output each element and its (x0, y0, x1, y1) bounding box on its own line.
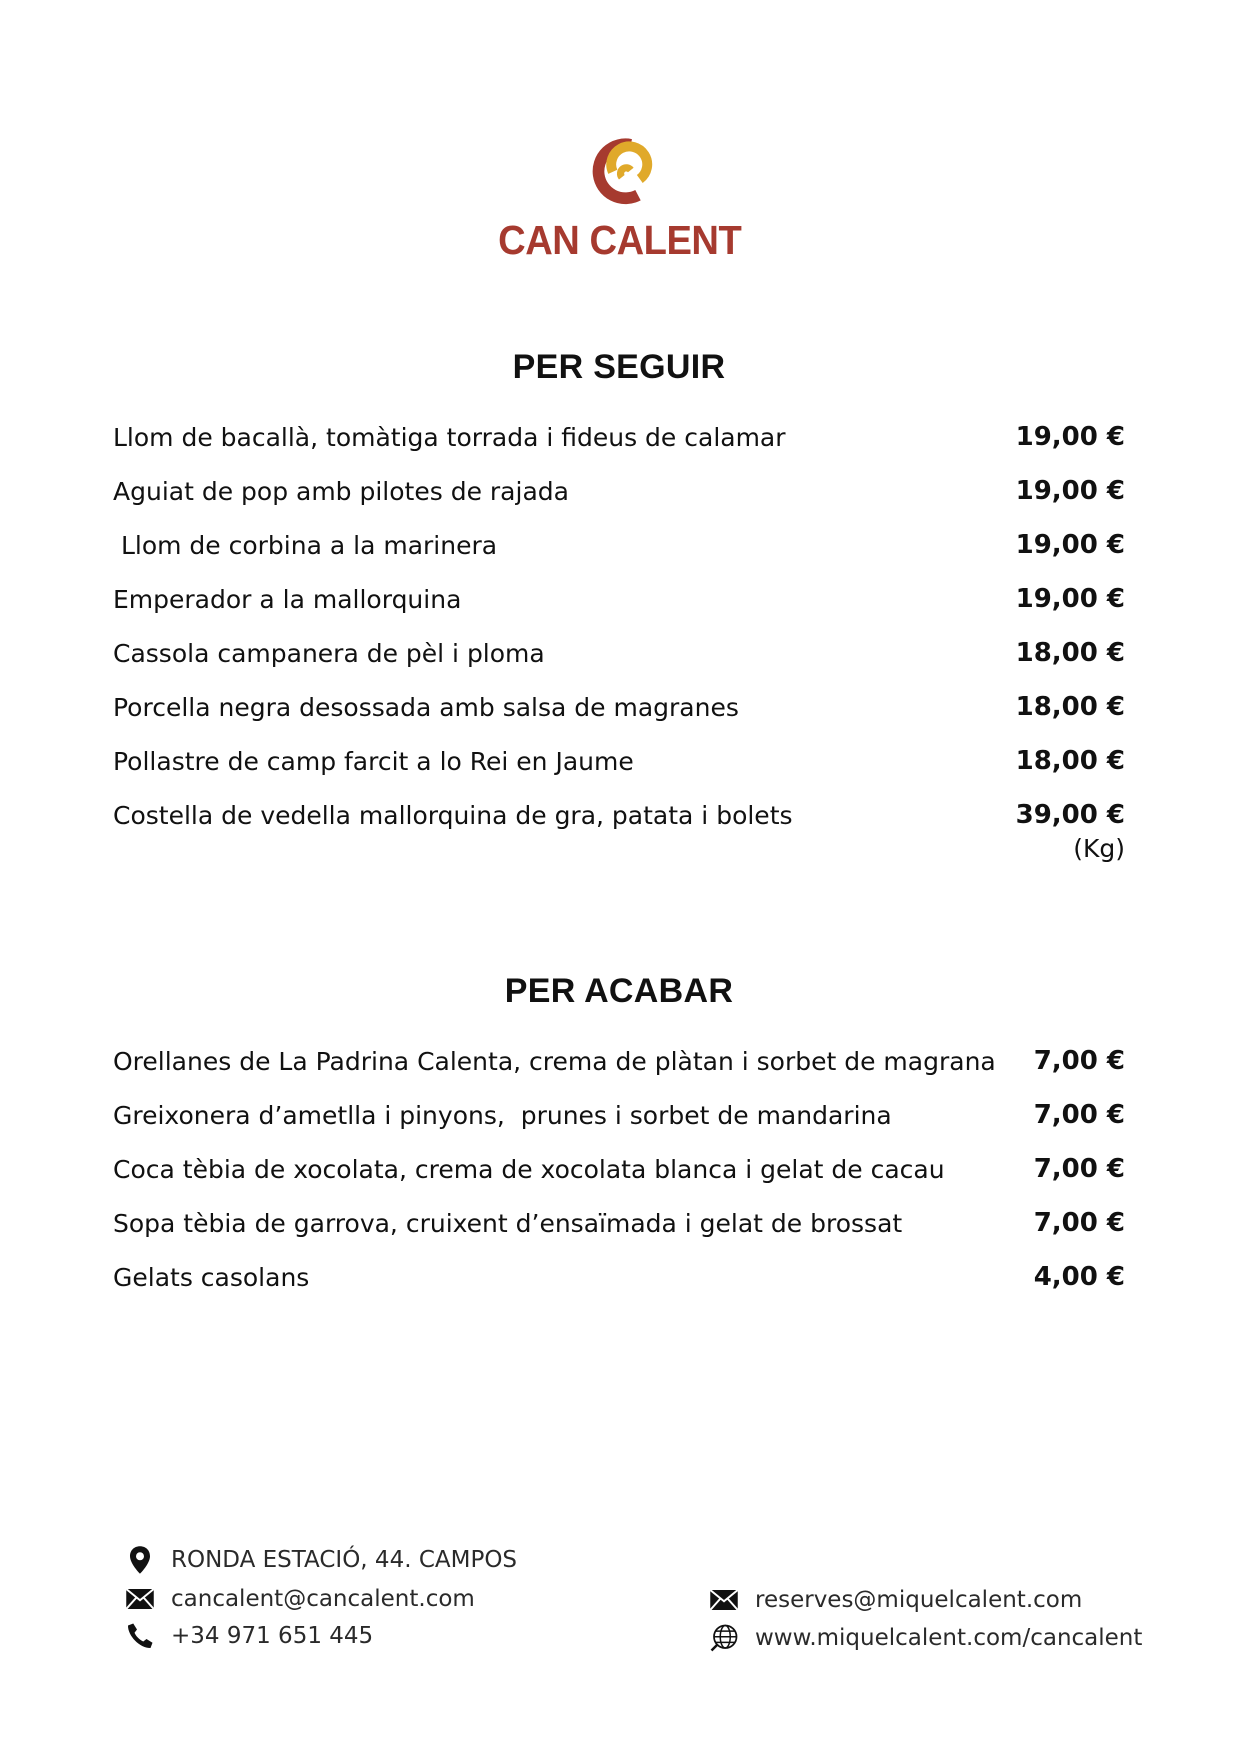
menu-item (113, 1088, 1125, 1142)
item-price: 7,00 € (1033, 1208, 1125, 1238)
map-pin-icon (125, 1545, 155, 1575)
item-name: Costella de vedella mallorquina de gra, patata i bolets (113, 800, 793, 830)
item-name: Orellanes de La Padrina Calenta, crema de plàtan i sorbet de magrana (113, 1046, 996, 1076)
item-name: Sopa tèbia de garrova, cruixent d’ensaïmada i gelat de brossat (113, 1208, 903, 1238)
email-link[interactable]: cancalent@cancalent.com (171, 1586, 475, 1612)
item-price: 7,00 € (1033, 1046, 1125, 1076)
item-price: 18,00 € (1015, 692, 1125, 722)
item-price: 7,00 € (1033, 1100, 1125, 1130)
restaurant-logo (0, 125, 1239, 264)
item-name: Cassola campanera de pèl i ploma (113, 638, 545, 668)
menu-item (113, 680, 1125, 734)
menu-item (113, 626, 1125, 680)
reservations-row (709, 1585, 1082, 1615)
menu-item (113, 410, 1125, 464)
website-link[interactable]: www.miquelcalent.com/cancalent (755, 1625, 1143, 1651)
item-price: 18,00 € (1015, 746, 1125, 776)
menu-item (113, 518, 1125, 572)
can-calent-logo-icon (575, 125, 665, 215)
item-name: Llom de bacallà, tomàtiga torrada i fideus de calamar (113, 422, 786, 452)
globe-icon (709, 1623, 739, 1653)
website-row (709, 1623, 1142, 1653)
menu-section-per-seguir (113, 344, 1125, 863)
menu-item (113, 734, 1125, 788)
phone-row (125, 1621, 373, 1651)
envelope-icon (709, 1585, 739, 1615)
item-price: 19,00 € (1015, 530, 1125, 560)
envelope-icon (125, 1584, 155, 1614)
menu-item (113, 1142, 1125, 1196)
item-name: Coca tèbia de xocolata, crema de xocolata blanca i gelat de cacau (113, 1154, 945, 1184)
section-title: PER ACABAR (504, 972, 734, 1010)
email-row (125, 1584, 475, 1614)
menu-item (113, 1250, 1125, 1304)
item-price: 7,00 € (1033, 1154, 1125, 1184)
menu-item (113, 464, 1125, 518)
item-name: Aguiat de pop amb pilotes de rajada (113, 476, 569, 506)
phone-link[interactable]: +34 971 651 445 (171, 1623, 374, 1649)
address-row (125, 1545, 517, 1575)
brand-name: CAN CALENT (497, 217, 742, 263)
item-name: Llom de corbina a la marinera (113, 530, 498, 560)
phone-icon (125, 1621, 155, 1651)
menu-section-per-acabar (113, 968, 1125, 1304)
menu-item (113, 572, 1125, 626)
menu-item (113, 1196, 1125, 1250)
item-price: 19,00 € (1015, 422, 1125, 452)
item-price: 4,00 € (1033, 1262, 1125, 1292)
price-unit: (Kg) (1073, 834, 1125, 863)
address-text: RONDA ESTACIÓ, 44. CAMPOS (171, 1547, 518, 1573)
item-name: Pollastre de camp farcit a lo Rei en Jaume (113, 746, 634, 776)
item-name: Gelats casolans (113, 1262, 310, 1292)
item-price: 19,00 € (1015, 584, 1125, 614)
item-name: Greixonera d’ametlla i pinyons, prunes i sorbet de mandarina (113, 1100, 892, 1130)
item-price: 39,00 € (1015, 800, 1125, 830)
section-title: PER SEGUIR (512, 348, 726, 386)
reservations-email-link[interactable]: reserves@miquelcalent.com (755, 1587, 1083, 1613)
item-price: 19,00 € (1015, 476, 1125, 506)
item-name: Porcella negra desossada amb salsa de magranes (113, 692, 739, 722)
item-price: 18,00 € (1015, 638, 1125, 668)
menu-item (113, 1034, 1125, 1088)
item-name: Emperador a la mallorquina (113, 584, 462, 614)
